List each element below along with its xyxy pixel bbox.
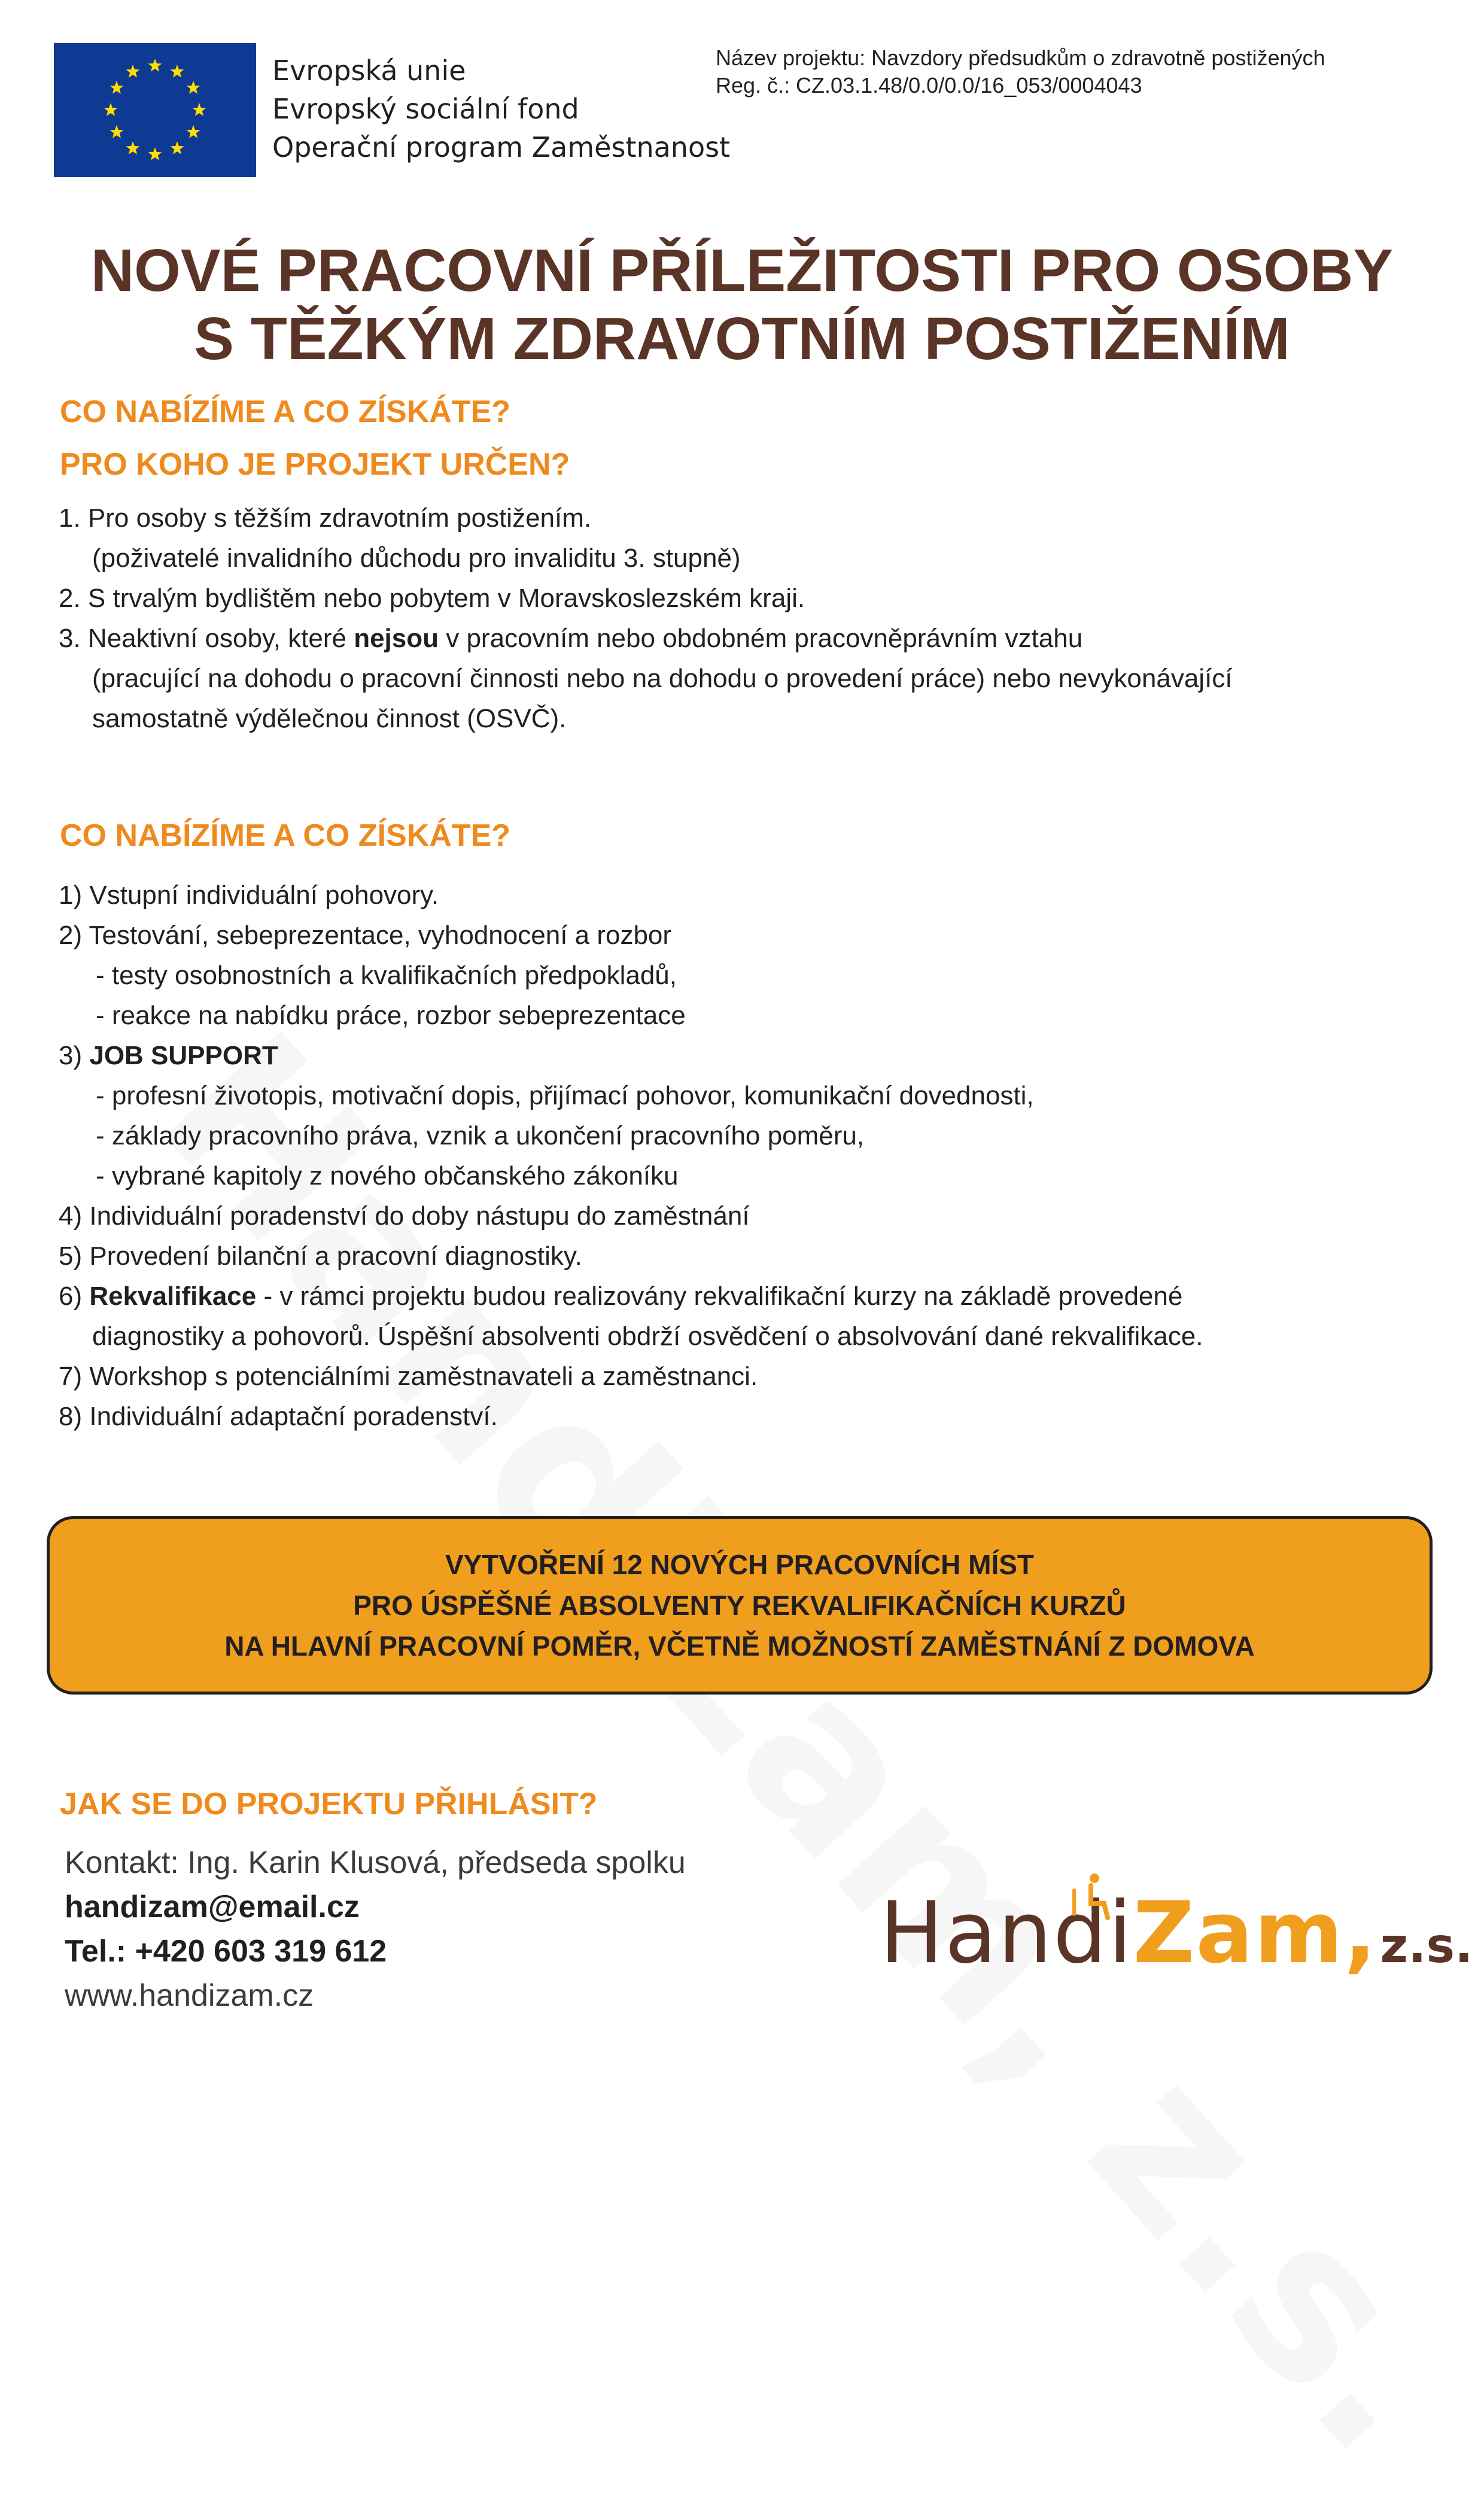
list-item: 1) Vstupní individuální pohovory. — [59, 880, 439, 910]
list-item-continuation: (poživatelé invalidního důchodu pro invaliditu 3. stupně) — [92, 543, 741, 573]
contact-website[interactable]: www.handizam.cz — [65, 1978, 314, 2013]
list-item: 7) Workshop s potenciálními zaměstnavateli a zaměstnanci. — [59, 1362, 758, 1391]
title-line-2: S TĚŽKÝM ZDRAVOTNÍM POSTIŽENÍM — [194, 305, 1290, 372]
eu-star — [148, 147, 162, 160]
logo-text-han: Han — [880, 1884, 1053, 1982]
list-item-continuation: diagnostiky a pohovorů. Úspěšní absolventi obdrží osvědčení o absolvování dané rekvalifikace. — [92, 1322, 1203, 1351]
list-subitem: - vybrané kapitoly z nového občanského zákoníku — [96, 1161, 679, 1191]
eu-star — [148, 59, 162, 72]
section-heading-offer-top: CO NABÍZÍME A CO ZÍSKÁTE? — [60, 394, 511, 429]
project-info — [716, 44, 1325, 99]
contact-block — [65, 1841, 686, 2018]
list-item — [59, 618, 1429, 658]
list-item: 4) Individuální poradenství do doby nástupu do zaměstnání — [59, 1201, 750, 1231]
list-item-emphasis: JOB SUPPORT — [89, 1041, 278, 1070]
list-item — [59, 1276, 1447, 1316]
title-line-1: NOVÉ PRACOVNÍ PŘÍLEŽITOSTI PRO OSOBY — [90, 237, 1394, 304]
eu-star — [110, 125, 124, 138]
list-item: 8) Individuální adaptační poradenství. — [59, 1402, 498, 1431]
eu-logo-text — [272, 51, 730, 166]
list-subitem: - základy pracovního práva, vznik a ukončení pracovního poměru, — [96, 1121, 865, 1150]
list-subitem: - testy osobnostních a kvalifikačních předpokladů, — [96, 961, 677, 990]
wheelchair-icon — [1068, 1872, 1110, 1929]
page-title — [0, 236, 1484, 373]
list-item: 2) Testování, sebeprezentace, vyhodnocení a rozbor — [59, 921, 672, 950]
eu-star — [171, 141, 184, 154]
eu-star — [187, 81, 200, 94]
highlight-box — [47, 1516, 1433, 1695]
target-list — [59, 498, 1429, 739]
eu-star — [110, 81, 124, 94]
project-reg-number: Reg. č.: CZ.03.1.48/0.0/0.0/16_053/0004043 — [716, 73, 1142, 98]
contact-person: Kontakt: Ing. Karin Klusová, předseda spolku — [65, 1845, 686, 1880]
highlight-line-2: PRO ÚSPĚŠNÉ ABSOLVENTY REKVALIFIKAČNÍCH KURZŮ — [353, 1590, 1126, 1621]
eu-star — [104, 103, 118, 116]
eu-star — [171, 65, 184, 78]
list-item-number: 6) — [59, 1282, 90, 1311]
eu-line-2: Evropský sociální fond — [272, 93, 579, 125]
logo-suffix: z.s. — [1380, 1918, 1473, 1973]
eu-flag-icon — [54, 43, 256, 177]
list-item: 1. Pro osoby s těžším zdravotním postižením. — [59, 503, 592, 533]
contact-email[interactable]: handizam@email.cz — [65, 1890, 360, 1924]
eu-star — [126, 65, 140, 78]
list-item: 5) Provedení bilanční a pracovní diagnostiky. — [59, 1241, 582, 1271]
list-item-text: 3. Neaktivní osoby, které — [59, 624, 354, 653]
contact-phone[interactable]: Tel.: +420 603 319 612 — [65, 1934, 387, 1969]
list-item-emphasis: nejsou — [354, 624, 439, 653]
handizam-logo — [880, 1885, 1473, 1981]
highlight-line-1: VYTVOŘENÍ 12 NOVÝCH PRACOVNÍCH MÍST — [445, 1549, 1035, 1580]
list-item-continuation: (pracující na dohodu o pracovní činnosti nebo na dohodu o provedení práce) nebo nevykonávající — [92, 664, 1233, 693]
eu-star — [126, 141, 140, 154]
list-subitem: - reakce na nabídku práce, rozbor sebeprezentace — [96, 1001, 686, 1030]
list-item — [59, 1036, 1447, 1076]
section-heading-apply: JAK SE DO PROJEKTU PŘIHLÁSIT? — [60, 1787, 598, 1821]
eu-line-3: Operační program Zaměstnanost — [272, 131, 731, 163]
eu-line-1: Evropská unie — [272, 54, 466, 87]
list-item-text: - v rámci projektu budou realizovány rekvalifikační kurzy na základě provedené — [256, 1282, 1183, 1311]
offer-list — [59, 875, 1447, 1437]
logo-text-comma: , — [1344, 1884, 1378, 1982]
project-name: Název projektu: Navzdory předsudkům o zdravotně postižených — [716, 45, 1325, 70]
list-item-number: 3) — [59, 1041, 90, 1070]
highlight-line-3: NA HLAVNÍ PRACOVNÍ POMĚR, VČETNĚ MOŽNOSTÍ ZAMĚSTNÁNÍ Z DOMOVA — [224, 1630, 1255, 1662]
list-subitem: - profesní životopis, motivační dopis, přijímací pohovor, komunikační dovednosti, — [96, 1081, 1034, 1110]
list-item-text: v pracovním nebo obdobném pracovněprávním vztahu — [439, 624, 1083, 653]
section-heading-offer: CO NABÍZÍME A CO ZÍSKÁTE? — [60, 818, 511, 853]
list-item-emphasis: Rekvalifikace — [89, 1282, 257, 1311]
logo-text-di: di — [1053, 1884, 1133, 1982]
logo-text-zam: Zam — [1133, 1884, 1345, 1982]
list-item: 2. S trvalým bydlištěm nebo pobytem v Moravskoslezském kraji. — [59, 584, 805, 613]
section-heading-target: PRO KOHO JE PROJEKT URČEN? — [60, 447, 570, 482]
eu-star — [187, 125, 200, 138]
eu-star — [193, 103, 206, 116]
list-item-continuation: samostatně výdělečnou činnost (OSVČ). — [92, 704, 567, 733]
